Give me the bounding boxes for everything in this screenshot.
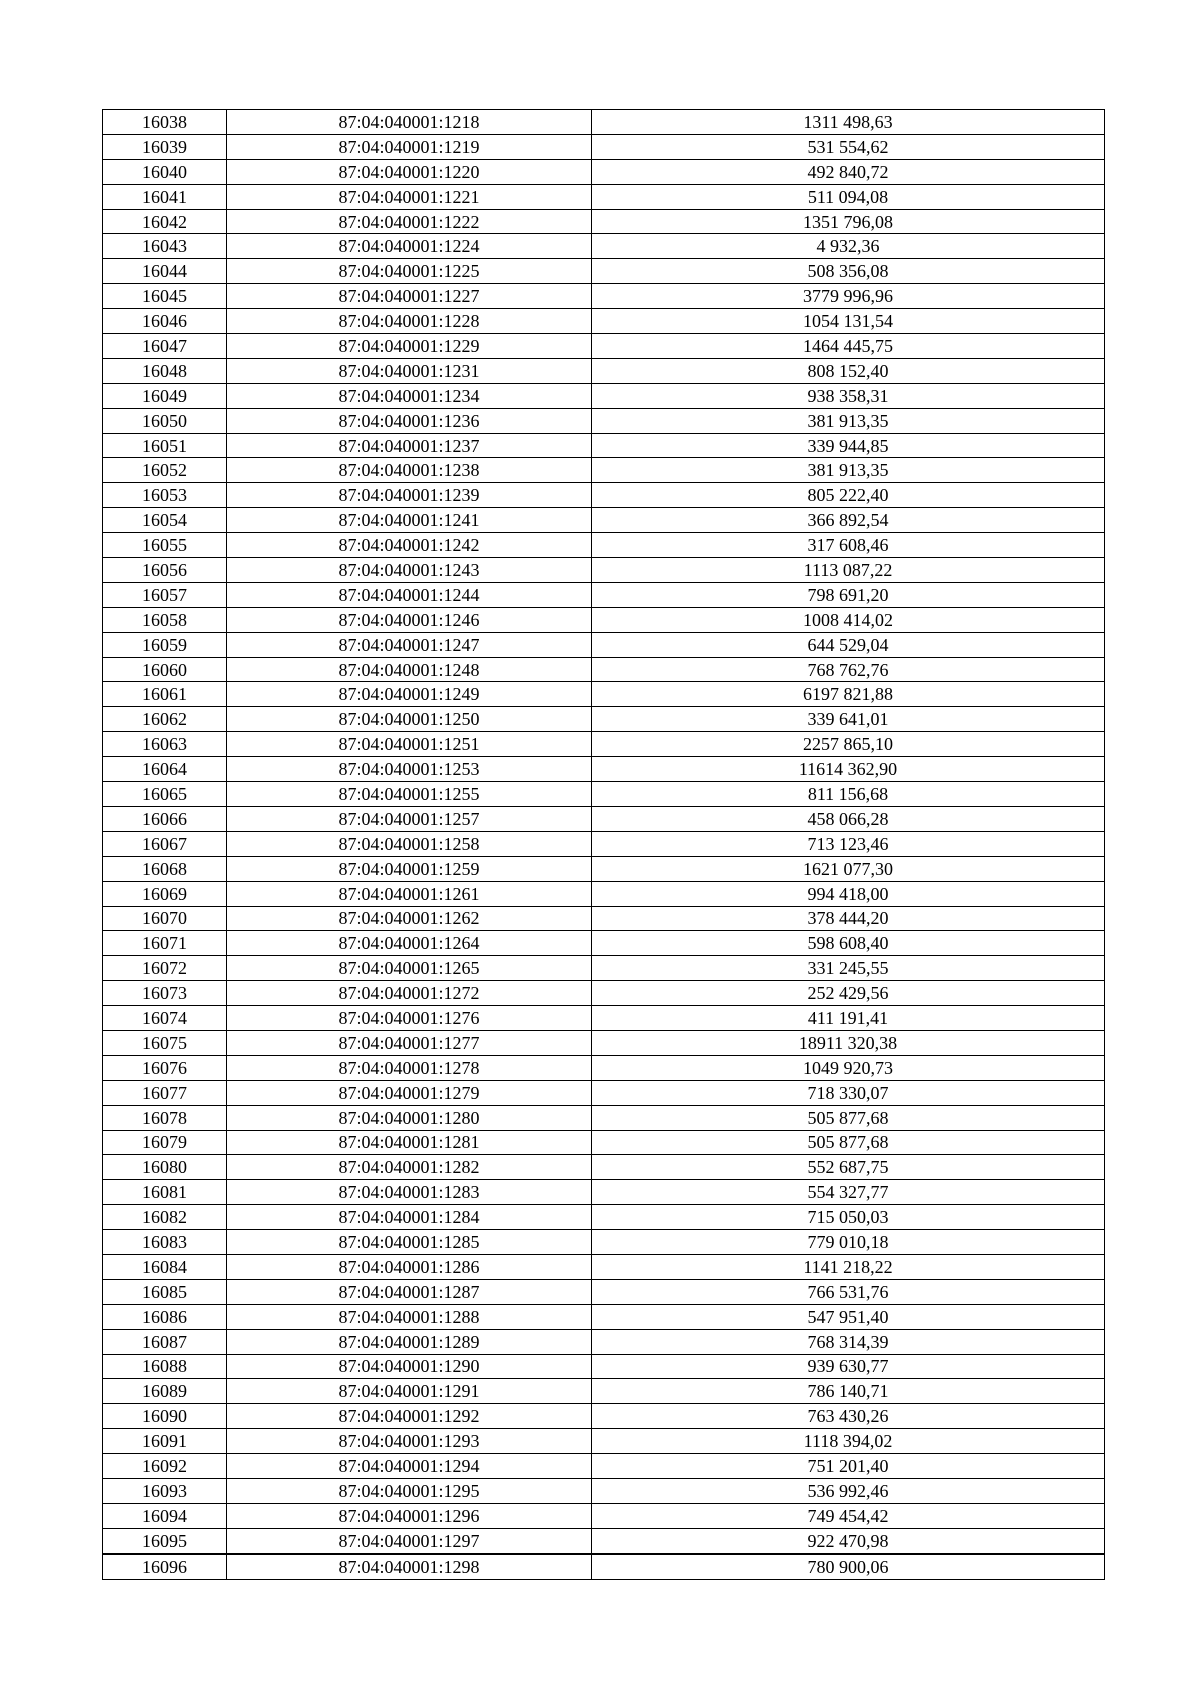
row-number-cell: 16093 bbox=[103, 1478, 227, 1503]
table-row bbox=[103, 732, 1105, 757]
table-row bbox=[103, 1055, 1105, 1080]
cadastral-number-cell: 87:04:040001:1285 bbox=[227, 1230, 592, 1255]
table-row bbox=[103, 134, 1105, 159]
cadastral-number-cell: 87:04:040001:1248 bbox=[227, 657, 592, 682]
cadastral-value-cell: 508 356,08 bbox=[592, 259, 1105, 284]
table-row bbox=[103, 408, 1105, 433]
cadastral-value-cell: 331 245,55 bbox=[592, 956, 1105, 981]
row-number-cell: 16088 bbox=[103, 1354, 227, 1379]
cadastral-number-cell: 87:04:040001:1259 bbox=[227, 856, 592, 881]
cadastral-value-cell: 3779 996,96 bbox=[592, 284, 1105, 309]
cadastral-value-cell: 939 630,77 bbox=[592, 1354, 1105, 1379]
cadastral-number-cell: 87:04:040001:1239 bbox=[227, 483, 592, 508]
cadastral-value-cell: 1118 394,02 bbox=[592, 1429, 1105, 1454]
row-number-cell: 16085 bbox=[103, 1279, 227, 1304]
row-number-cell: 16087 bbox=[103, 1329, 227, 1354]
row-number-cell: 16050 bbox=[103, 408, 227, 433]
row-number-cell: 16053 bbox=[103, 483, 227, 508]
row-number-cell: 16044 bbox=[103, 259, 227, 284]
row-number-cell: 16071 bbox=[103, 931, 227, 956]
table-row bbox=[103, 1230, 1105, 1255]
table-row bbox=[103, 234, 1105, 259]
row-number-cell: 16057 bbox=[103, 582, 227, 607]
table-row bbox=[103, 1528, 1105, 1553]
cadastral-number-cell: 87:04:040001:1237 bbox=[227, 433, 592, 458]
cadastral-number-cell: 87:04:040001:1225 bbox=[227, 259, 592, 284]
cadastral-value-cell: 805 222,40 bbox=[592, 483, 1105, 508]
cadastral-number-cell: 87:04:040001:1221 bbox=[227, 184, 592, 209]
row-number-cell: 16041 bbox=[103, 184, 227, 209]
table-row bbox=[103, 856, 1105, 881]
table-row bbox=[103, 1155, 1105, 1180]
cadastral-number-cell: 87:04:040001:1280 bbox=[227, 1105, 592, 1130]
cadastral-number-cell: 87:04:040001:1234 bbox=[227, 383, 592, 408]
cadastral-number-cell: 87:04:040001:1229 bbox=[227, 334, 592, 359]
cadastral-value-cell: 552 687,75 bbox=[592, 1155, 1105, 1180]
table-row bbox=[103, 582, 1105, 607]
cadastral-number-cell: 87:04:040001:1295 bbox=[227, 1478, 592, 1503]
row-number-cell: 16040 bbox=[103, 159, 227, 184]
cadastral-number-cell: 87:04:040001:1246 bbox=[227, 607, 592, 632]
table-row bbox=[103, 259, 1105, 284]
cadastral-value-cell: 1621 077,30 bbox=[592, 856, 1105, 881]
cadastral-value-cell: 922 470,98 bbox=[592, 1528, 1105, 1553]
table-row bbox=[103, 458, 1105, 483]
cadastral-number-cell: 87:04:040001:1278 bbox=[227, 1055, 592, 1080]
cadastral-number-cell: 87:04:040001:1257 bbox=[227, 806, 592, 831]
cadastral-value-cell: 713 123,46 bbox=[592, 831, 1105, 856]
table-row bbox=[103, 1105, 1105, 1130]
cadastral-value-cell: 1311 498,63 bbox=[592, 110, 1105, 135]
table-row bbox=[103, 533, 1105, 558]
row-number-cell: 16069 bbox=[103, 881, 227, 906]
table-row bbox=[103, 1279, 1105, 1304]
table-row bbox=[103, 184, 1105, 209]
cadastral-value-cell: 715 050,03 bbox=[592, 1205, 1105, 1230]
table-row bbox=[103, 1006, 1105, 1031]
row-number-cell: 16095 bbox=[103, 1528, 227, 1553]
cadastral-value-cell: 18911 320,38 bbox=[592, 1030, 1105, 1055]
cadastral-number-cell: 87:04:040001:1219 bbox=[227, 134, 592, 159]
row-number-cell: 16054 bbox=[103, 508, 227, 533]
cadastral-number-cell: 87:04:040001:1265 bbox=[227, 956, 592, 981]
row-number-cell: 16091 bbox=[103, 1429, 227, 1454]
cadastral-value-cell: 381 913,35 bbox=[592, 458, 1105, 483]
row-number-cell: 16055 bbox=[103, 533, 227, 558]
cadastral-number-cell: 87:04:040001:1244 bbox=[227, 582, 592, 607]
cadastral-value-cell: 798 691,20 bbox=[592, 582, 1105, 607]
table-row bbox=[103, 1304, 1105, 1329]
table-row bbox=[103, 483, 1105, 508]
cadastral-value-cell: 749 454,42 bbox=[592, 1503, 1105, 1528]
row-number-cell: 16082 bbox=[103, 1205, 227, 1230]
table-row bbox=[103, 707, 1105, 732]
cadastral-value-table bbox=[102, 109, 1105, 1580]
cadastral-number-cell: 87:04:040001:1289 bbox=[227, 1329, 592, 1354]
table-row bbox=[103, 1080, 1105, 1105]
table-row bbox=[103, 1404, 1105, 1429]
cadastral-value-cell: 751 201,40 bbox=[592, 1454, 1105, 1479]
row-number-cell: 16039 bbox=[103, 134, 227, 159]
cadastral-number-cell: 87:04:040001:1292 bbox=[227, 1404, 592, 1429]
row-number-cell: 16078 bbox=[103, 1105, 227, 1130]
cadastral-value-cell: 598 608,40 bbox=[592, 931, 1105, 956]
table-row bbox=[103, 657, 1105, 682]
cadastral-number-cell: 87:04:040001:1283 bbox=[227, 1180, 592, 1205]
cadastral-number-cell: 87:04:040001:1297 bbox=[227, 1528, 592, 1553]
cadastral-value-cell: 1113 087,22 bbox=[592, 558, 1105, 583]
cadastral-value-cell: 6197 821,88 bbox=[592, 682, 1105, 707]
cadastral-number-cell: 87:04:040001:1261 bbox=[227, 881, 592, 906]
row-number-cell: 16075 bbox=[103, 1030, 227, 1055]
table-body bbox=[103, 110, 1105, 1580]
row-number-cell: 16084 bbox=[103, 1254, 227, 1279]
cadastral-number-cell: 87:04:040001:1243 bbox=[227, 558, 592, 583]
row-number-cell: 16043 bbox=[103, 234, 227, 259]
cadastral-value-cell: 252 429,56 bbox=[592, 981, 1105, 1006]
table-row bbox=[103, 906, 1105, 931]
row-number-cell: 16086 bbox=[103, 1304, 227, 1329]
cadastral-value-cell: 718 330,07 bbox=[592, 1080, 1105, 1105]
cadastral-number-cell: 87:04:040001:1288 bbox=[227, 1304, 592, 1329]
table-row bbox=[103, 1478, 1105, 1503]
row-number-cell: 16072 bbox=[103, 956, 227, 981]
row-number-cell: 16059 bbox=[103, 632, 227, 657]
row-number-cell: 16066 bbox=[103, 806, 227, 831]
cadastral-number-cell: 87:04:040001:1220 bbox=[227, 159, 592, 184]
cadastral-value-cell: 366 892,54 bbox=[592, 508, 1105, 533]
cadastral-number-cell: 87:04:040001:1250 bbox=[227, 707, 592, 732]
table-row bbox=[103, 757, 1105, 782]
table-row bbox=[103, 159, 1105, 184]
table-row bbox=[103, 358, 1105, 383]
table-row bbox=[103, 383, 1105, 408]
table-row bbox=[103, 931, 1105, 956]
cadastral-number-cell: 87:04:040001:1296 bbox=[227, 1503, 592, 1528]
table-row bbox=[103, 209, 1105, 234]
cadastral-value-cell: 11614 362,90 bbox=[592, 757, 1105, 782]
cadastral-value-cell: 536 992,46 bbox=[592, 1478, 1105, 1503]
table-row bbox=[103, 1429, 1105, 1454]
row-number-cell: 16045 bbox=[103, 284, 227, 309]
cadastral-value-cell: 554 327,77 bbox=[592, 1180, 1105, 1205]
cadastral-number-cell: 87:04:040001:1222 bbox=[227, 209, 592, 234]
row-number-cell: 16073 bbox=[103, 981, 227, 1006]
cadastral-number-cell: 87:04:040001:1247 bbox=[227, 632, 592, 657]
table-row bbox=[103, 831, 1105, 856]
cadastral-value-cell: 505 877,68 bbox=[592, 1105, 1105, 1130]
row-number-cell: 16051 bbox=[103, 433, 227, 458]
row-number-cell: 16081 bbox=[103, 1180, 227, 1205]
cadastral-number-cell: 87:04:040001:1242 bbox=[227, 533, 592, 558]
cadastral-value-cell: 547 951,40 bbox=[592, 1304, 1105, 1329]
cadastral-number-cell: 87:04:040001:1251 bbox=[227, 732, 592, 757]
table-row bbox=[103, 682, 1105, 707]
row-number-cell: 16038 bbox=[103, 110, 227, 135]
table-row bbox=[103, 309, 1105, 334]
table-row bbox=[103, 782, 1105, 807]
row-number-cell: 16079 bbox=[103, 1130, 227, 1155]
cadastral-value-cell: 786 140,71 bbox=[592, 1379, 1105, 1404]
row-number-cell: 16052 bbox=[103, 458, 227, 483]
row-number-cell: 16048 bbox=[103, 358, 227, 383]
row-number-cell: 16061 bbox=[103, 682, 227, 707]
row-number-cell: 16089 bbox=[103, 1379, 227, 1404]
table-row bbox=[103, 508, 1105, 533]
table-row bbox=[103, 806, 1105, 831]
cadastral-value-cell: 766 531,76 bbox=[592, 1279, 1105, 1304]
cadastral-value-cell: 378 444,20 bbox=[592, 906, 1105, 931]
row-number-cell: 16076 bbox=[103, 1055, 227, 1080]
row-number-cell: 16080 bbox=[103, 1155, 227, 1180]
cadastral-number-cell: 87:04:040001:1293 bbox=[227, 1429, 592, 1454]
cadastral-value-cell: 339 641,01 bbox=[592, 707, 1105, 732]
cadastral-number-cell: 87:04:040001:1298 bbox=[227, 1554, 592, 1579]
table-row bbox=[103, 1554, 1105, 1579]
cadastral-value-cell: 779 010,18 bbox=[592, 1230, 1105, 1255]
table-row bbox=[103, 558, 1105, 583]
cadastral-value-cell: 531 554,62 bbox=[592, 134, 1105, 159]
table-row bbox=[103, 632, 1105, 657]
row-number-cell: 16092 bbox=[103, 1454, 227, 1479]
row-number-cell: 16094 bbox=[103, 1503, 227, 1528]
row-number-cell: 16096 bbox=[103, 1554, 227, 1579]
table-row bbox=[103, 110, 1105, 135]
cadastral-number-cell: 87:04:040001:1236 bbox=[227, 408, 592, 433]
cadastral-number-cell: 87:04:040001:1291 bbox=[227, 1379, 592, 1404]
table-row bbox=[103, 1130, 1105, 1155]
cadastral-number-cell: 87:04:040001:1231 bbox=[227, 358, 592, 383]
row-number-cell: 16060 bbox=[103, 657, 227, 682]
table-row bbox=[103, 284, 1105, 309]
cadastral-value-cell: 381 913,35 bbox=[592, 408, 1105, 433]
cadastral-number-cell: 87:04:040001:1284 bbox=[227, 1205, 592, 1230]
cadastral-value-cell: 768 762,76 bbox=[592, 657, 1105, 682]
row-number-cell: 16070 bbox=[103, 906, 227, 931]
cadastral-number-cell: 87:04:040001:1286 bbox=[227, 1254, 592, 1279]
row-number-cell: 16058 bbox=[103, 607, 227, 632]
cadastral-value-cell: 2257 865,10 bbox=[592, 732, 1105, 757]
table-row bbox=[103, 1329, 1105, 1354]
cadastral-number-cell: 87:04:040001:1279 bbox=[227, 1080, 592, 1105]
cadastral-number-cell: 87:04:040001:1238 bbox=[227, 458, 592, 483]
cadastral-value-cell: 994 418,00 bbox=[592, 881, 1105, 906]
cadastral-number-cell: 87:04:040001:1224 bbox=[227, 234, 592, 259]
table-row bbox=[103, 433, 1105, 458]
cadastral-value-cell: 938 358,31 bbox=[592, 383, 1105, 408]
row-number-cell: 16067 bbox=[103, 831, 227, 856]
table-row bbox=[103, 1379, 1105, 1404]
cadastral-value-cell: 1008 414,02 bbox=[592, 607, 1105, 632]
cadastral-number-cell: 87:04:040001:1290 bbox=[227, 1354, 592, 1379]
table-row bbox=[103, 956, 1105, 981]
table-row bbox=[103, 1030, 1105, 1055]
row-number-cell: 16068 bbox=[103, 856, 227, 881]
cadastral-value-cell: 411 191,41 bbox=[592, 1006, 1105, 1031]
cadastral-number-cell: 87:04:040001:1218 bbox=[227, 110, 592, 135]
row-number-cell: 16047 bbox=[103, 334, 227, 359]
cadastral-number-cell: 87:04:040001:1241 bbox=[227, 508, 592, 533]
cadastral-value-cell: 1351 796,08 bbox=[592, 209, 1105, 234]
cadastral-number-cell: 87:04:040001:1276 bbox=[227, 1006, 592, 1031]
cadastral-number-cell: 87:04:040001:1264 bbox=[227, 931, 592, 956]
cadastral-value-cell: 511 094,08 bbox=[592, 184, 1105, 209]
cadastral-number-cell: 87:04:040001:1253 bbox=[227, 757, 592, 782]
table-row bbox=[103, 1254, 1105, 1279]
row-number-cell: 16065 bbox=[103, 782, 227, 807]
cadastral-value-cell: 1054 131,54 bbox=[592, 309, 1105, 334]
cadastral-value-cell: 458 066,28 bbox=[592, 806, 1105, 831]
cadastral-value-cell: 1464 445,75 bbox=[592, 334, 1105, 359]
cadastral-number-cell: 87:04:040001:1282 bbox=[227, 1155, 592, 1180]
table-row bbox=[103, 981, 1105, 1006]
cadastral-value-cell: 1141 218,22 bbox=[592, 1254, 1105, 1279]
row-number-cell: 16090 bbox=[103, 1404, 227, 1429]
row-number-cell: 16049 bbox=[103, 383, 227, 408]
cadastral-number-cell: 87:04:040001:1258 bbox=[227, 831, 592, 856]
cadastral-value-cell: 492 840,72 bbox=[592, 159, 1105, 184]
table-row bbox=[103, 607, 1105, 632]
row-number-cell: 16083 bbox=[103, 1230, 227, 1255]
cadastral-value-cell: 808 152,40 bbox=[592, 358, 1105, 383]
cadastral-number-cell: 87:04:040001:1262 bbox=[227, 906, 592, 931]
cadastral-number-cell: 87:04:040001:1272 bbox=[227, 981, 592, 1006]
row-number-cell: 16064 bbox=[103, 757, 227, 782]
row-number-cell: 16063 bbox=[103, 732, 227, 757]
cadastral-number-cell: 87:04:040001:1287 bbox=[227, 1279, 592, 1304]
cadastral-value-cell: 339 944,85 bbox=[592, 433, 1105, 458]
cadastral-number-cell: 87:04:040001:1228 bbox=[227, 309, 592, 334]
row-number-cell: 16042 bbox=[103, 209, 227, 234]
table-row bbox=[103, 1454, 1105, 1479]
cadastral-value-cell: 317 608,46 bbox=[592, 533, 1105, 558]
row-number-cell: 16062 bbox=[103, 707, 227, 732]
table-row bbox=[103, 1503, 1105, 1528]
cadastral-value-cell: 768 314,39 bbox=[592, 1329, 1105, 1354]
cadastral-number-cell: 87:04:040001:1227 bbox=[227, 284, 592, 309]
cadastral-value-cell: 763 430,26 bbox=[592, 1404, 1105, 1429]
row-number-cell: 16074 bbox=[103, 1006, 227, 1031]
cadastral-value-cell: 505 877,68 bbox=[592, 1130, 1105, 1155]
table-row bbox=[103, 1354, 1105, 1379]
cadastral-value-cell: 1049 920,73 bbox=[592, 1055, 1105, 1080]
cadastral-value-cell: 4 932,36 bbox=[592, 234, 1105, 259]
row-number-cell: 16046 bbox=[103, 309, 227, 334]
cadastral-number-cell: 87:04:040001:1249 bbox=[227, 682, 592, 707]
table-row bbox=[103, 334, 1105, 359]
cadastral-value-cell: 811 156,68 bbox=[592, 782, 1105, 807]
table-row bbox=[103, 1205, 1105, 1230]
row-number-cell: 16056 bbox=[103, 558, 227, 583]
cadastral-number-cell: 87:04:040001:1294 bbox=[227, 1454, 592, 1479]
cadastral-number-cell: 87:04:040001:1255 bbox=[227, 782, 592, 807]
cadastral-value-cell: 780 900,06 bbox=[592, 1554, 1105, 1579]
cadastral-number-cell: 87:04:040001:1277 bbox=[227, 1030, 592, 1055]
cadastral-number-cell: 87:04:040001:1281 bbox=[227, 1130, 592, 1155]
table-row bbox=[103, 1180, 1105, 1205]
cadastral-value-cell: 644 529,04 bbox=[592, 632, 1105, 657]
table-row bbox=[103, 881, 1105, 906]
row-number-cell: 16077 bbox=[103, 1080, 227, 1105]
